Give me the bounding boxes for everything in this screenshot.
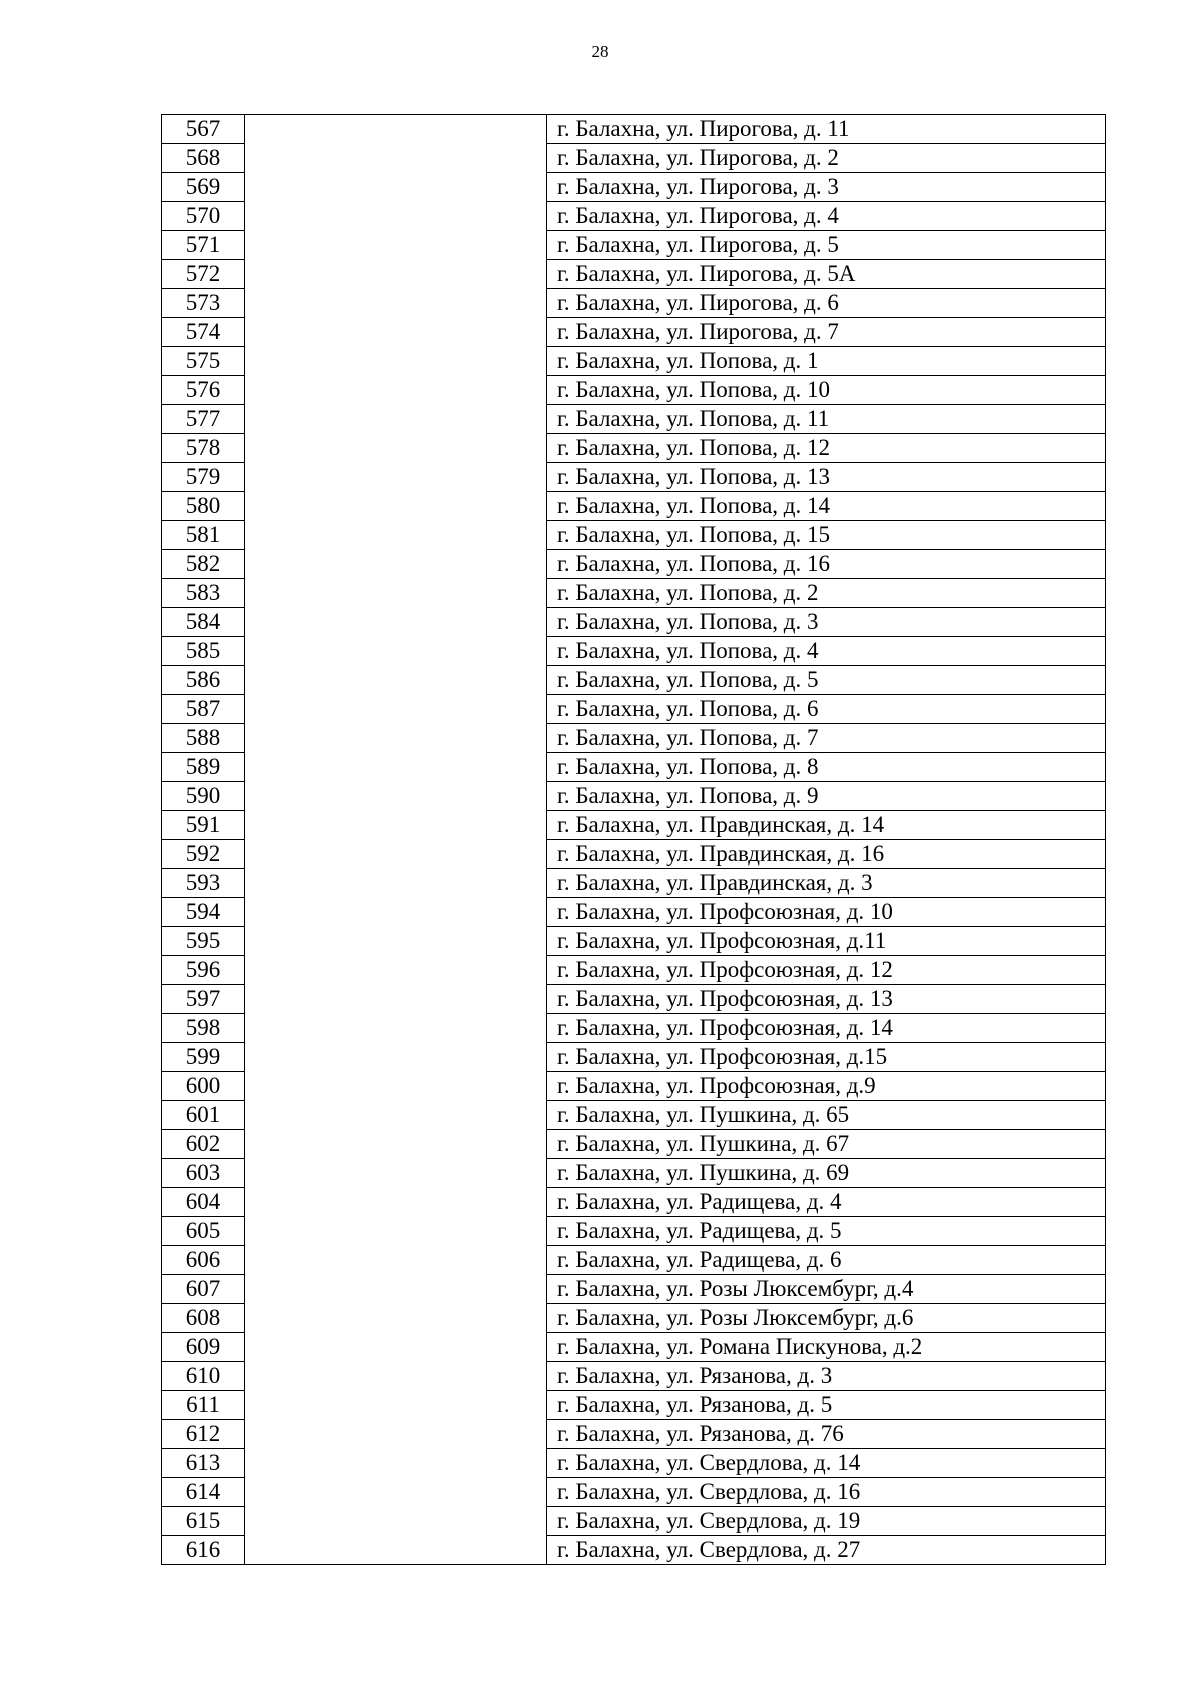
table-row (162, 1130, 1106, 1159)
row-number-cell: 610 (162, 1362, 245, 1391)
address-cell: г. Балахна, ул. Рязанова, д. 76 (547, 1420, 1106, 1449)
address-cell: г. Балахна, ул. Попова, д. 6 (547, 695, 1106, 724)
table-row (162, 579, 1106, 608)
address-cell: г. Балахна, ул. Пушкина, д. 67 (547, 1130, 1106, 1159)
table-row (162, 1391, 1106, 1420)
empty-cell (245, 1159, 547, 1188)
address-cell: г. Балахна, ул. Профсоюзная, д. 13 (547, 985, 1106, 1014)
empty-cell (245, 666, 547, 695)
table-row (162, 1246, 1106, 1275)
empty-cell (245, 1188, 547, 1217)
empty-cell (245, 1130, 547, 1159)
row-number-cell: 594 (162, 898, 245, 927)
table-row (162, 782, 1106, 811)
table-row (162, 898, 1106, 927)
address-table (161, 114, 1106, 1565)
address-cell: г. Балахна, ул. Попова, д. 3 (547, 608, 1106, 637)
address-cell: г. Балахна, ул. Пирогова, д. 5 (547, 231, 1106, 260)
row-number-cell: 587 (162, 695, 245, 724)
table-row (162, 202, 1106, 231)
row-number-cell: 584 (162, 608, 245, 637)
table-row (162, 1217, 1106, 1246)
table-row (162, 1420, 1106, 1449)
table-row (162, 1188, 1106, 1217)
row-number-cell: 609 (162, 1333, 245, 1362)
empty-cell (245, 782, 547, 811)
row-number-cell: 608 (162, 1304, 245, 1333)
address-cell: г. Балахна, ул. Попова, д. 14 (547, 492, 1106, 521)
address-cell: г. Балахна, ул. Свердлова, д. 16 (547, 1478, 1106, 1507)
address-cell: г. Балахна, ул. Пирогова, д. 2 (547, 144, 1106, 173)
empty-cell (245, 1333, 547, 1362)
table-row (162, 811, 1106, 840)
empty-cell (245, 1420, 547, 1449)
address-cell: г. Балахна, ул. Попова, д. 15 (547, 521, 1106, 550)
empty-cell (245, 289, 547, 318)
table-row (162, 985, 1106, 1014)
table-row (162, 405, 1106, 434)
address-cell: г. Балахна, ул. Попова, д. 11 (547, 405, 1106, 434)
row-number-cell: 570 (162, 202, 245, 231)
empty-cell (245, 318, 547, 347)
address-cell: г. Балахна, ул. Радищева, д. 6 (547, 1246, 1106, 1275)
address-cell: г. Балахна, ул. Розы Люксембург, д.4 (547, 1275, 1106, 1304)
table-row (162, 869, 1106, 898)
row-number-cell: 568 (162, 144, 245, 173)
row-number-cell: 590 (162, 782, 245, 811)
address-cell: г. Балахна, ул. Рязанова, д. 5 (547, 1391, 1106, 1420)
table-row (162, 115, 1106, 144)
empty-cell (245, 579, 547, 608)
row-number-cell: 586 (162, 666, 245, 695)
address-cell: г. Балахна, ул. Профсоюзная, д. 12 (547, 956, 1106, 985)
empty-cell (245, 434, 547, 463)
empty-cell (245, 608, 547, 637)
table-row (162, 289, 1106, 318)
empty-cell (245, 463, 547, 492)
address-cell: г. Балахна, ул. Пирогова, д. 11 (547, 115, 1106, 144)
address-cell: г. Балахна, ул. Правдинская, д. 14 (547, 811, 1106, 840)
row-number-cell: 614 (162, 1478, 245, 1507)
table-row (162, 840, 1106, 869)
row-number-cell: 571 (162, 231, 245, 260)
empty-cell (245, 927, 547, 956)
empty-cell (245, 1478, 547, 1507)
row-number-cell: 591 (162, 811, 245, 840)
address-cell: г. Балахна, ул. Попова, д. 16 (547, 550, 1106, 579)
row-number-cell: 573 (162, 289, 245, 318)
table-row (162, 376, 1106, 405)
row-number-cell: 606 (162, 1246, 245, 1275)
table-row (162, 1449, 1106, 1478)
table-row (162, 260, 1106, 289)
address-cell: г. Балахна, ул. Пирогова, д. 5А (547, 260, 1106, 289)
address-cell: г. Балахна, ул. Правдинская, д. 16 (547, 840, 1106, 869)
address-cell: г. Балахна, ул. Профсоюзная, д. 14 (547, 1014, 1106, 1043)
address-cell: г. Балахна, ул. Попова, д. 9 (547, 782, 1106, 811)
address-cell: г. Балахна, ул. Попова, д. 5 (547, 666, 1106, 695)
empty-cell (245, 173, 547, 202)
row-number-cell: 567 (162, 115, 245, 144)
row-number-cell: 612 (162, 1420, 245, 1449)
empty-cell (245, 115, 547, 144)
address-cell: г. Балахна, ул. Профсоюзная, д.9 (547, 1072, 1106, 1101)
empty-cell (245, 1101, 547, 1130)
table-row (162, 347, 1106, 376)
empty-cell (245, 1275, 547, 1304)
address-cell: г. Балахна, ул. Пирогова, д. 3 (547, 173, 1106, 202)
empty-cell (245, 405, 547, 434)
table-row (162, 1304, 1106, 1333)
address-cell: г. Балахна, ул. Пушкина, д. 69 (547, 1159, 1106, 1188)
table-row (162, 231, 1106, 260)
row-number-cell: 602 (162, 1130, 245, 1159)
empty-cell (245, 1072, 547, 1101)
address-cell: г. Балахна, ул. Попова, д. 12 (547, 434, 1106, 463)
row-number-cell: 593 (162, 869, 245, 898)
row-number-cell: 595 (162, 927, 245, 956)
row-number-cell: 569 (162, 173, 245, 202)
address-cell: г. Балахна, ул. Попова, д. 4 (547, 637, 1106, 666)
address-cell: г. Балахна, ул. Рязанова, д. 3 (547, 1362, 1106, 1391)
row-number-cell: 572 (162, 260, 245, 289)
table-row (162, 1072, 1106, 1101)
empty-cell (245, 1043, 547, 1072)
table-row (162, 1043, 1106, 1072)
address-cell: г. Балахна, ул. Свердлова, д. 27 (547, 1536, 1106, 1565)
address-cell: г. Балахна, ул. Попова, д. 7 (547, 724, 1106, 753)
row-number-cell: 601 (162, 1101, 245, 1130)
address-cell: г. Балахна, ул. Романа Пискунова, д.2 (547, 1333, 1106, 1362)
table-row (162, 724, 1106, 753)
empty-cell (245, 550, 547, 579)
address-cell: г. Балахна, ул. Попова, д. 2 (547, 579, 1106, 608)
table-row (162, 550, 1106, 579)
row-number-cell: 599 (162, 1043, 245, 1072)
row-number-cell: 588 (162, 724, 245, 753)
row-number-cell: 579 (162, 463, 245, 492)
table-row (162, 173, 1106, 202)
row-number-cell: 581 (162, 521, 245, 550)
address-cell: г. Балахна, ул. Пушкина, д. 65 (547, 1101, 1106, 1130)
empty-cell (245, 724, 547, 753)
empty-cell (245, 985, 547, 1014)
table-row (162, 434, 1106, 463)
table-row (162, 492, 1106, 521)
table-row (162, 1536, 1106, 1565)
table-row (162, 1014, 1106, 1043)
page-number: 28 (591, 42, 609, 61)
address-cell: г. Балахна, ул. Профсоюзная, д.11 (547, 927, 1106, 956)
table-row (162, 521, 1106, 550)
empty-cell (245, 144, 547, 173)
table-row (162, 318, 1106, 347)
row-number-cell: 580 (162, 492, 245, 521)
table-row (162, 1275, 1106, 1304)
empty-cell (245, 260, 547, 289)
row-number-cell: 582 (162, 550, 245, 579)
table-row (162, 1159, 1106, 1188)
table-row (162, 927, 1106, 956)
table-row (162, 1362, 1106, 1391)
address-cell: г. Балахна, ул. Профсоюзная, д.15 (547, 1043, 1106, 1072)
row-number-cell: 592 (162, 840, 245, 869)
address-cell: г. Балахна, ул. Свердлова, д. 19 (547, 1507, 1106, 1536)
empty-cell (245, 1217, 547, 1246)
row-number-cell: 577 (162, 405, 245, 434)
table-row (162, 666, 1106, 695)
address-cell: г. Балахна, ул. Радищева, д. 5 (547, 1217, 1106, 1246)
table-row (162, 1507, 1106, 1536)
empty-cell (245, 695, 547, 724)
address-cell: г. Балахна, ул. Розы Люксембург, д.6 (547, 1304, 1106, 1333)
row-number-cell: 607 (162, 1275, 245, 1304)
empty-cell (245, 202, 547, 231)
row-number-cell: 613 (162, 1449, 245, 1478)
table-row (162, 463, 1106, 492)
empty-cell (245, 1507, 547, 1536)
row-number-cell: 585 (162, 637, 245, 666)
table-row (162, 695, 1106, 724)
table-row (162, 1101, 1106, 1130)
empty-cell (245, 521, 547, 550)
empty-cell (245, 1246, 547, 1275)
address-cell: г. Балахна, ул. Профсоюзная, д. 10 (547, 898, 1106, 927)
row-number-cell: 615 (162, 1507, 245, 1536)
empty-cell (245, 231, 547, 260)
table-row (162, 144, 1106, 173)
empty-cell (245, 637, 547, 666)
empty-cell (245, 840, 547, 869)
row-number-cell: 574 (162, 318, 245, 347)
empty-cell (245, 869, 547, 898)
row-number-cell: 596 (162, 956, 245, 985)
row-number-cell: 605 (162, 1217, 245, 1246)
empty-cell (245, 956, 547, 985)
empty-cell (245, 347, 547, 376)
address-cell: г. Балахна, ул. Попова, д. 1 (547, 347, 1106, 376)
empty-cell (245, 1449, 547, 1478)
row-number-cell: 575 (162, 347, 245, 376)
empty-cell (245, 1304, 547, 1333)
table-row (162, 608, 1106, 637)
address-cell: г. Балахна, ул. Пирогова, д. 6 (547, 289, 1106, 318)
row-number-cell: 603 (162, 1159, 245, 1188)
row-number-cell: 576 (162, 376, 245, 405)
empty-cell (245, 1391, 547, 1420)
address-cell: г. Балахна, ул. Свердлова, д. 14 (547, 1449, 1106, 1478)
row-number-cell: 597 (162, 985, 245, 1014)
address-cell: г. Балахна, ул. Пирогова, д. 4 (547, 202, 1106, 231)
empty-cell (245, 1014, 547, 1043)
address-cell: г. Балахна, ул. Радищева, д. 4 (547, 1188, 1106, 1217)
row-number-cell: 600 (162, 1072, 245, 1101)
table-row (162, 1333, 1106, 1362)
row-number-cell: 616 (162, 1536, 245, 1565)
address-cell: г. Балахна, ул. Правдинская, д. 3 (547, 869, 1106, 898)
row-number-cell: 583 (162, 579, 245, 608)
table-row (162, 637, 1106, 666)
row-number-cell: 589 (162, 753, 245, 782)
table-row (162, 956, 1106, 985)
address-cell: г. Балахна, ул. Пирогова, д. 7 (547, 318, 1106, 347)
empty-cell (245, 1536, 547, 1565)
address-cell: г. Балахна, ул. Попова, д. 8 (547, 753, 1106, 782)
table-row (162, 1478, 1106, 1507)
empty-cell (245, 376, 547, 405)
empty-cell (245, 898, 547, 927)
address-cell: г. Балахна, ул. Попова, д. 13 (547, 463, 1106, 492)
address-table-body (162, 115, 1106, 1565)
empty-cell (245, 492, 547, 521)
row-number-cell: 598 (162, 1014, 245, 1043)
row-number-cell: 604 (162, 1188, 245, 1217)
empty-cell (245, 753, 547, 782)
address-cell: г. Балахна, ул. Попова, д. 10 (547, 376, 1106, 405)
row-number-cell: 611 (162, 1391, 245, 1420)
empty-cell (245, 1362, 547, 1391)
row-number-cell: 578 (162, 434, 245, 463)
table-row (162, 753, 1106, 782)
empty-cell (245, 811, 547, 840)
